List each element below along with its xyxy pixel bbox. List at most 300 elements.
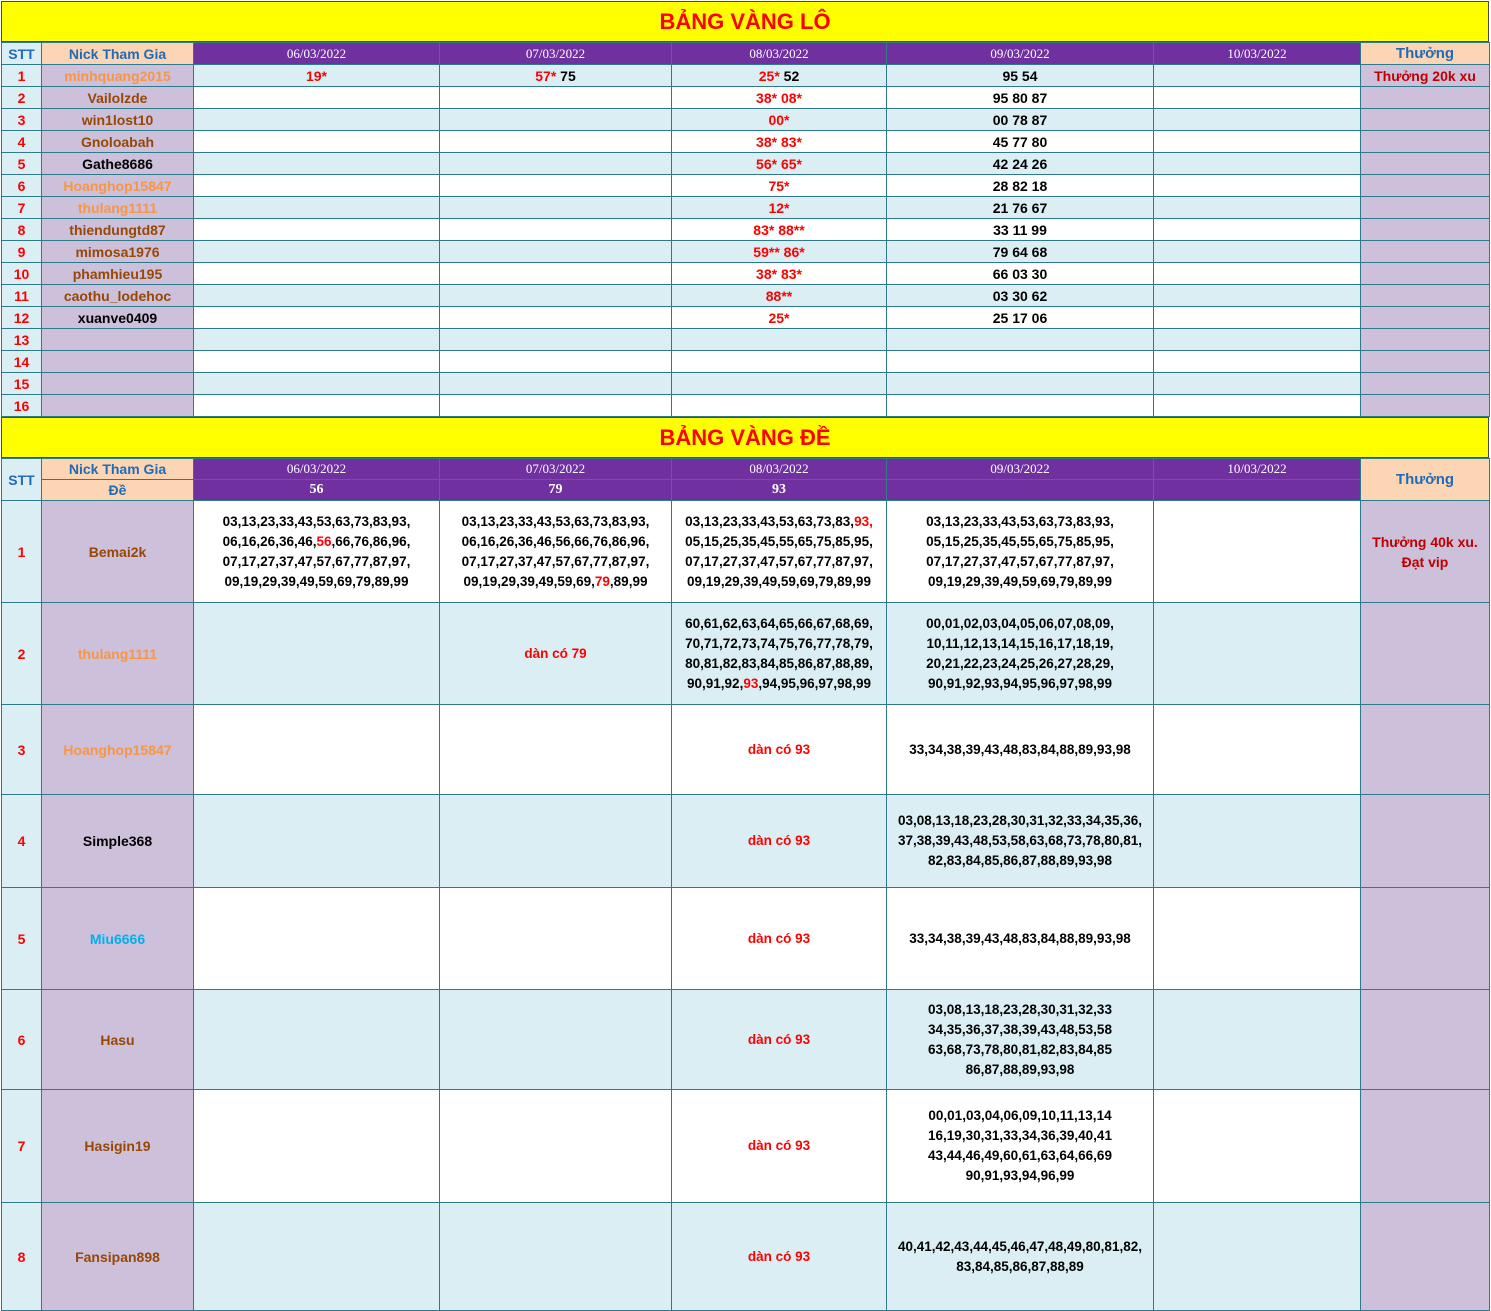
- day-cell: [672, 197, 887, 219]
- row-number: 11: [2, 285, 42, 307]
- number-line: [887, 851, 1153, 871]
- de-table-row: [2, 888, 1490, 990]
- number-text: 40,41,42,43,44,45,46,47,48,49,80,81,82,: [898, 1238, 1142, 1254]
- de-table-row: [2, 795, 1490, 888]
- day-cell: [194, 263, 440, 285]
- number-text: 43,44,46,49,60,61,63,64,66,69: [928, 1148, 1112, 1163]
- day-cell: [194, 705, 440, 795]
- player-nick: Hoanghop15847: [42, 705, 194, 795]
- reward-cell: [1361, 131, 1490, 153]
- row-number: 4: [2, 131, 42, 153]
- lo-table-row: [2, 329, 1490, 351]
- day-cell: [672, 1090, 887, 1203]
- number-text: 33 11 99: [993, 221, 1047, 238]
- day-cell: [1154, 219, 1361, 241]
- hit-number: 57*: [535, 67, 557, 84]
- day-cell: [440, 307, 672, 329]
- lo-table-row: [2, 351, 1490, 373]
- number-text: 70,71,72,73,74,75,76,77,78,79,: [685, 635, 873, 651]
- reward-cell: [1361, 87, 1490, 109]
- date-header: 09/03/2022: [887, 459, 1154, 480]
- day-cell: [440, 373, 672, 395]
- number-text: 25 17 06: [992, 309, 1048, 326]
- day-cell: [887, 131, 1154, 153]
- day-cell: [887, 329, 1154, 351]
- date-header: 07/03/2022: [440, 43, 672, 65]
- hit-number: 38* 83*: [756, 133, 802, 150]
- number-line: [887, 1166, 1153, 1186]
- hit-number: 79: [594, 573, 610, 589]
- number-line: [672, 674, 886, 694]
- number-text: 03,13,23,33,43,53,63,73,83,93,: [222, 513, 411, 529]
- player-nick: thiendungtd87: [42, 219, 194, 241]
- number-line: [887, 1106, 1153, 1126]
- number-line: [194, 552, 439, 572]
- day-cell: [887, 65, 1154, 87]
- row-number: 13: [2, 329, 42, 351]
- number-text: 79 64 68: [992, 243, 1048, 260]
- number-text: 07,17,27,37,47,57,67,77,87,97,: [685, 553, 873, 569]
- stt-header: STT: [2, 459, 42, 501]
- day-cell: [1154, 351, 1361, 373]
- player-nick: Hasu: [42, 990, 194, 1090]
- day-cell: [440, 263, 672, 285]
- date-header: 08/03/2022: [672, 43, 887, 65]
- player-nick: minhquang2015: [42, 65, 194, 87]
- day-cell: [887, 501, 1154, 603]
- day-cell: [440, 241, 672, 263]
- day-cell: [440, 131, 672, 153]
- lo-table-row: [2, 131, 1490, 153]
- lo-table-row: [2, 219, 1490, 241]
- number-text: ,89,99: [609, 573, 648, 589]
- day-cell: [887, 197, 1154, 219]
- day-cell: [1154, 175, 1361, 197]
- day-cell: [1154, 1090, 1361, 1203]
- date-header: 08/03/2022: [672, 459, 887, 480]
- hit-number: 12*: [768, 199, 790, 216]
- reward-text: Thưởng 20k xu: [1374, 67, 1476, 84]
- lo-table-row: [2, 241, 1490, 263]
- day-cell: [194, 131, 440, 153]
- day-cell: [440, 87, 672, 109]
- day-cell: [672, 351, 887, 373]
- hit-number: 38* 08*: [756, 89, 802, 106]
- number-line: [672, 552, 886, 572]
- number-text: 82,83,84,85,86,87,88,89,93,98: [928, 853, 1112, 868]
- de-table-row: [2, 1090, 1490, 1203]
- number-line: [887, 1040, 1153, 1060]
- day-cell: [440, 395, 672, 417]
- reward-cell: [1361, 285, 1490, 307]
- reward-cell: [1361, 219, 1490, 241]
- number-line: [887, 654, 1153, 674]
- number-line: [440, 552, 671, 572]
- number-text: ,94,95,96,97,98,99: [758, 675, 871, 691]
- row-number: 8: [2, 1203, 42, 1311]
- number-text: 52: [779, 67, 800, 84]
- player-nick: [42, 395, 194, 417]
- day-cell: [194, 990, 440, 1090]
- number-line: [887, 1126, 1153, 1146]
- number-text: 09,19,29,39,49,59,69,79,89,99: [687, 573, 871, 589]
- day-cell: [194, 888, 440, 990]
- result-number: [887, 480, 1154, 501]
- player-nick: Miu6666: [42, 888, 194, 990]
- number-text: 07,17,27,37,47,57,67,77,87,97,: [926, 553, 1114, 569]
- day-cell: [672, 603, 887, 705]
- day-cell: [1154, 131, 1361, 153]
- reward-cell: [1361, 395, 1490, 417]
- day-cell: [440, 603, 672, 705]
- day-cell: [194, 329, 440, 351]
- number-text: 06,16,26,36,46,56,66,76,86,96,: [461, 533, 650, 549]
- day-cell: [887, 263, 1154, 285]
- day-cell: [440, 888, 672, 990]
- day-cell: [440, 329, 672, 351]
- lo-title: BẢNG VÀNG LÔ: [1, 1, 1489, 42]
- reward-cell: [1361, 175, 1490, 197]
- row-number: 5: [2, 888, 42, 990]
- hit-number: 75*: [768, 177, 790, 194]
- date-header: 07/03/2022: [440, 459, 672, 480]
- de-title: BẢNG VÀNG ĐỀ: [1, 417, 1489, 458]
- day-cell: [672, 109, 887, 131]
- number-line: [887, 1060, 1153, 1080]
- lo-table-row: [2, 197, 1490, 219]
- number-text: 09,19,29,39,49,59,69,79,89,99: [928, 573, 1112, 589]
- result-number: 56: [194, 480, 440, 501]
- day-cell: [194, 373, 440, 395]
- day-cell: [194, 65, 440, 87]
- day-cell: [672, 131, 887, 153]
- day-cell: [440, 795, 672, 888]
- number-text: 00,01,03,04,06,09,10,11,13,14: [928, 1108, 1112, 1123]
- reward-cell: [1361, 795, 1490, 888]
- number-line: [887, 831, 1153, 851]
- day-cell: [1154, 888, 1361, 990]
- result-number: [1154, 480, 1361, 501]
- day-cell: [887, 285, 1154, 307]
- number-line: [887, 532, 1153, 552]
- day-cell: [672, 990, 887, 1090]
- day-cell: [672, 501, 887, 603]
- number-text: 45 77 80: [992, 133, 1048, 150]
- day-cell: [194, 307, 440, 329]
- player-nick: Gathe8686: [42, 153, 194, 175]
- day-cell: [440, 109, 672, 131]
- row-number: 7: [2, 1090, 42, 1203]
- day-cell: [1154, 373, 1361, 395]
- de-header-row: [2, 459, 1490, 480]
- day-cell: [1154, 603, 1361, 705]
- reward-cell: [1361, 705, 1490, 795]
- de-result-row: [2, 480, 1490, 501]
- number-line: [887, 1000, 1153, 1020]
- number-line: [887, 634, 1153, 654]
- result-number: 79: [440, 480, 672, 501]
- reward-cell: [1361, 65, 1490, 87]
- number-line: [672, 572, 886, 592]
- lo-table-row: [2, 307, 1490, 329]
- number-line: [887, 512, 1153, 532]
- date-header: 06/03/2022: [194, 459, 440, 480]
- number-text: 09,19,29,39,49,59,69,79,89,99: [224, 573, 409, 589]
- day-cell: [194, 285, 440, 307]
- number-text: 90,91,93,94,96,99: [965, 1168, 1075, 1183]
- player-nick: Hoanghop15847: [42, 175, 194, 197]
- day-cell: [440, 285, 672, 307]
- day-cell: [887, 351, 1154, 373]
- reward-cell: [1361, 153, 1490, 175]
- player-nick: Fansipan898: [42, 1203, 194, 1311]
- number-line: [887, 1237, 1153, 1257]
- day-cell: [440, 197, 672, 219]
- reward-cell: [1361, 307, 1490, 329]
- row-number: 1: [2, 65, 42, 87]
- day-cell: [672, 395, 887, 417]
- thuong-header: Thưởng: [1361, 459, 1490, 501]
- player-nick: thulang1111: [42, 197, 194, 219]
- number-text: 00 78 87: [992, 111, 1048, 128]
- day-cell: [887, 373, 1154, 395]
- day-cell: [887, 1090, 1154, 1203]
- hit-number: 93: [743, 675, 759, 691]
- number-text: 60,61,62,63,64,65,66,67,68,69,: [685, 615, 873, 631]
- day-cell: [1154, 65, 1361, 87]
- number-line: [887, 1020, 1153, 1040]
- number-text: 03,13,23,33,43,53,63,73,83,93,: [926, 513, 1114, 529]
- day-cell: [440, 1090, 672, 1203]
- lo-table-row: [2, 285, 1490, 307]
- day-cell: [194, 603, 440, 705]
- day-cell: [672, 888, 887, 990]
- number-text: 20,21,22,23,24,25,26,27,28,29,: [926, 655, 1114, 671]
- dan-note: dàn có 93: [747, 1248, 811, 1264]
- row-number: 16: [2, 395, 42, 417]
- player-nick: mimosa1976: [42, 241, 194, 263]
- day-cell: [440, 153, 672, 175]
- day-cell: [887, 219, 1154, 241]
- number-line: [672, 532, 886, 552]
- player-nick: Simple368: [42, 795, 194, 888]
- day-cell: [194, 1203, 440, 1311]
- player-nick: [42, 373, 194, 395]
- reward-cell: [1361, 1090, 1490, 1203]
- row-number: 15: [2, 373, 42, 395]
- number-text: 09,19,29,39,49,59,69,: [463, 573, 595, 589]
- de-table-row: [2, 705, 1490, 795]
- hit-number: 93,: [854, 513, 873, 529]
- lo-table-row: [2, 87, 1490, 109]
- reward-cell: [1361, 1203, 1490, 1311]
- player-nick: Hasigin19: [42, 1090, 194, 1203]
- number-text: 05,15,25,35,45,55,65,75,85,95,: [685, 533, 873, 549]
- number-text: 03,13,23,33,43,53,63,73,83,93,: [461, 513, 650, 529]
- de-table-row: [2, 501, 1490, 603]
- lo-table-row: [2, 153, 1490, 175]
- day-cell: [194, 1090, 440, 1203]
- lo-header-row: [2, 43, 1490, 65]
- result-number: 93: [672, 480, 887, 501]
- number-text: 03 30 62: [992, 287, 1048, 304]
- day-cell: [440, 705, 672, 795]
- number-text: 37,38,39,43,48,53,58,63,68,73,78,80,81,: [898, 833, 1142, 848]
- reward-cell: [1361, 603, 1490, 705]
- day-cell: [1154, 263, 1361, 285]
- reward-cell: [1361, 197, 1490, 219]
- day-cell: [672, 263, 887, 285]
- player-nick: [42, 329, 194, 351]
- reward-cell: [1361, 373, 1490, 395]
- lo-table: [1, 42, 1490, 417]
- number-line: [440, 532, 671, 552]
- number-text: ,66,76,86,96,: [331, 533, 411, 549]
- day-cell: [1154, 307, 1361, 329]
- player-nick: caothu_lodehoc: [42, 285, 194, 307]
- dan-note: dàn có 93: [747, 930, 811, 946]
- number-text: 03,08,13,18,23,28,30,31,32,33: [928, 1001, 1112, 1017]
- number-text: 63,68,73,78,80,81,82,83,84,85: [928, 1041, 1112, 1057]
- day-cell: [1154, 241, 1361, 263]
- day-cell: [887, 795, 1154, 888]
- day-cell: [440, 351, 672, 373]
- number-line: [672, 634, 886, 654]
- number-line: [887, 1257, 1153, 1277]
- hit-number: 88**: [765, 287, 793, 304]
- day-cell: [887, 395, 1154, 417]
- day-cell: [887, 109, 1154, 131]
- player-nick: Bemai2k: [42, 501, 194, 603]
- day-cell: [194, 197, 440, 219]
- number-text: 95 54: [1002, 67, 1038, 84]
- number-text: 86,87,88,89,93,98: [965, 1061, 1075, 1077]
- lo-table-row: [2, 109, 1490, 131]
- number-line: [672, 512, 886, 532]
- day-cell: [887, 990, 1154, 1090]
- reward-cell: [1361, 109, 1490, 131]
- day-cell: [672, 307, 887, 329]
- number-text: 90,91,92,93,94,95,96,97,98,99: [928, 675, 1112, 691]
- reward-text: Đạt vip: [1401, 553, 1449, 570]
- row-number: 6: [2, 175, 42, 197]
- thuong-header: Thưởng: [1361, 43, 1490, 65]
- day-cell: [672, 373, 887, 395]
- de-table-row: [2, 603, 1490, 705]
- row-number: 4: [2, 795, 42, 888]
- reward-text: Thưởng 40k xu.: [1372, 533, 1478, 550]
- day-cell: [672, 329, 887, 351]
- day-cell: [1154, 329, 1361, 351]
- number-line: [440, 572, 671, 592]
- number-text: 03,08,13,18,23,28,30,31,32,33,34,35,36,: [898, 813, 1142, 828]
- day-cell: [194, 175, 440, 197]
- lo-table-row: [2, 65, 1490, 87]
- de-header: Đề: [42, 480, 194, 501]
- lo-table-row: [2, 175, 1490, 197]
- player-nick: phamhieu195: [42, 263, 194, 285]
- number-text: 10,11,12,13,14,15,16,17,18,19,: [926, 635, 1114, 651]
- number-text: 21 76 67: [992, 199, 1048, 216]
- de-table: [1, 458, 1490, 1311]
- number-line: [194, 532, 439, 552]
- day-cell: [440, 219, 672, 241]
- dan-note: dàn có 93: [747, 741, 811, 757]
- number-text: 33,34,38,39,43,48,83,84,88,89,93,98: [909, 930, 1131, 946]
- row-number: 6: [2, 990, 42, 1090]
- day-cell: [1154, 109, 1361, 131]
- row-number: 3: [2, 109, 42, 131]
- number-text: 95 80 87: [992, 89, 1048, 106]
- number-text: 05,15,25,35,45,55,65,75,85,95,: [926, 533, 1114, 549]
- day-cell: [194, 109, 440, 131]
- number-line: [887, 572, 1153, 592]
- day-cell: [887, 705, 1154, 795]
- day-cell: [440, 1203, 672, 1311]
- number-line: [672, 654, 886, 674]
- hit-number: 59** 86*: [753, 243, 805, 260]
- row-number: 5: [2, 153, 42, 175]
- day-cell: [1154, 795, 1361, 888]
- number-text: 16,19,30,31,33,34,36,39,40,41: [928, 1128, 1112, 1143]
- number-line: [672, 614, 886, 634]
- day-cell: [440, 501, 672, 603]
- day-cell: [887, 87, 1154, 109]
- date-header: 10/03/2022: [1154, 43, 1361, 65]
- day-cell: [1154, 990, 1361, 1090]
- lo-table-row: [2, 263, 1490, 285]
- day-cell: [672, 153, 887, 175]
- hit-number: 56* 65*: [756, 155, 802, 172]
- dan-note: dàn có 93: [747, 1138, 811, 1153]
- day-cell: [440, 175, 672, 197]
- day-cell: [1154, 197, 1361, 219]
- reward-cell: [1361, 990, 1490, 1090]
- number-text: 34,35,36,37,38,39,43,48,53,58: [928, 1021, 1112, 1037]
- date-header: 10/03/2022: [1154, 459, 1361, 480]
- de-table-row: [2, 1203, 1490, 1311]
- number-text: 03,13,23,33,43,53,63,73,83,: [685, 513, 855, 529]
- row-number: 10: [2, 263, 42, 285]
- date-header: 06/03/2022: [194, 43, 440, 65]
- number-text: 90,91,92,: [687, 675, 744, 691]
- day-cell: [672, 219, 887, 241]
- row-number: 12: [2, 307, 42, 329]
- lo-table-row: [2, 395, 1490, 417]
- row-number: 2: [2, 603, 42, 705]
- number-text: 75: [556, 67, 576, 84]
- reward-cell: [1361, 351, 1490, 373]
- number-text: 80,81,82,83,84,85,86,87,88,89,: [685, 655, 873, 671]
- number-text: 06,16,26,36,46,: [222, 533, 317, 549]
- number-line: [440, 512, 671, 532]
- row-number: 2: [2, 87, 42, 109]
- day-cell: [1154, 285, 1361, 307]
- hit-number: 00*: [768, 111, 790, 128]
- day-cell: [887, 888, 1154, 990]
- day-cell: [672, 285, 887, 307]
- day-cell: [1154, 1203, 1361, 1311]
- player-nick: Gnoloabah: [42, 131, 194, 153]
- dan-note: dàn có 79: [524, 645, 587, 661]
- reward-cell: [1361, 501, 1490, 603]
- reward-cell: [1361, 263, 1490, 285]
- player-nick: Vailolzde: [42, 87, 194, 109]
- date-header: 09/03/2022: [887, 43, 1154, 65]
- hit-number: 25*: [768, 309, 790, 326]
- player-nick: thulang1111: [42, 603, 194, 705]
- hit-number: 38* 83*: [756, 265, 802, 282]
